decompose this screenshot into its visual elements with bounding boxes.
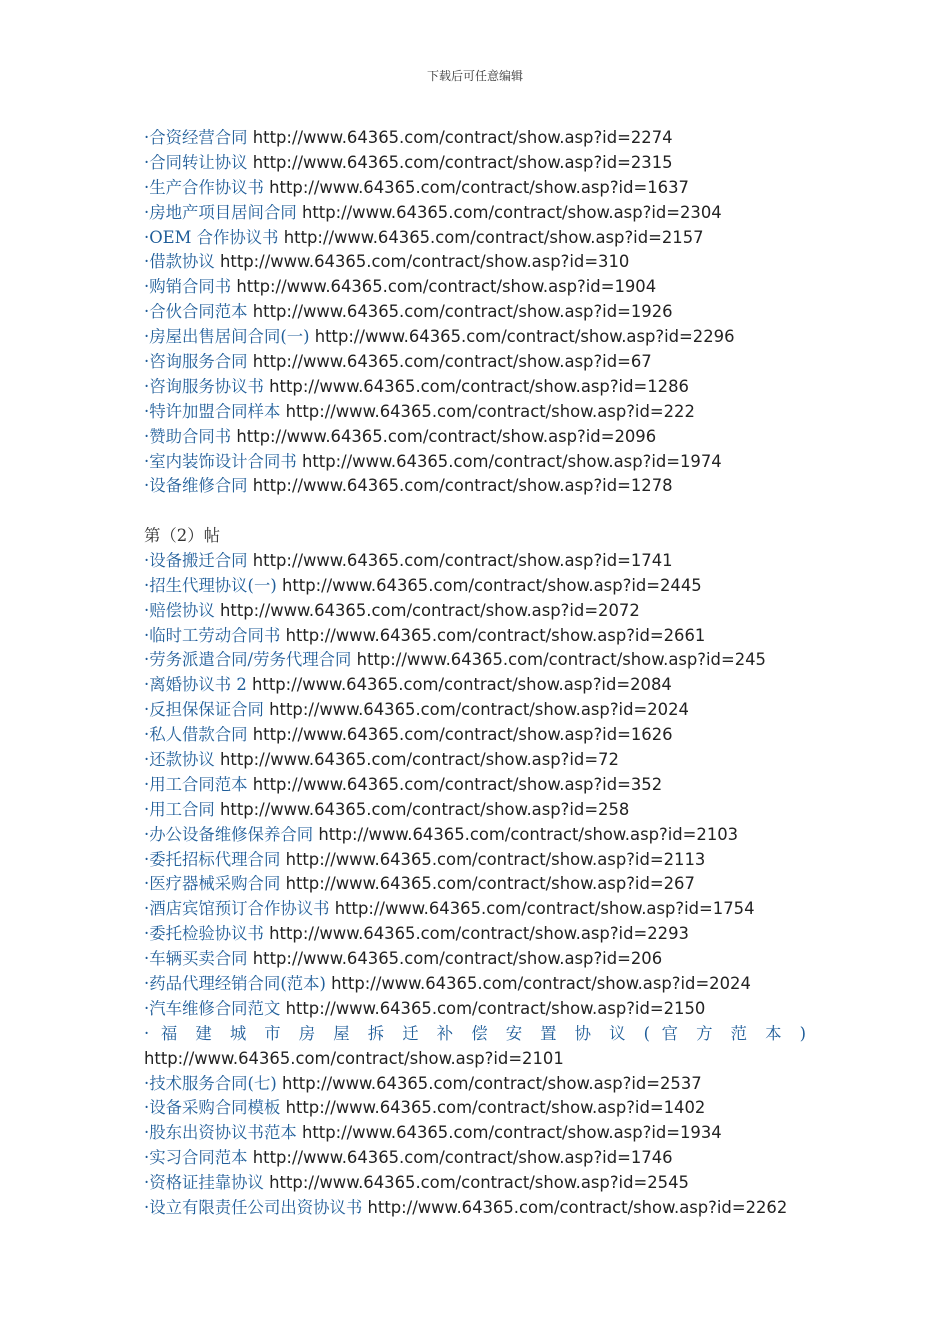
list-item[interactable] [144, 1072, 824, 1097]
list-item[interactable] [144, 375, 824, 400]
list-item[interactable] [144, 201, 824, 226]
contract-url: http://www.64365.com/contract/show.asp?id=2315 [252, 152, 673, 172]
contract-link[interactable]: ·用工合同范本 [144, 774, 248, 794]
contract-link[interactable]: ·车辆买卖合同 [144, 949, 248, 969]
list-item[interactable] [144, 823, 824, 848]
list-item[interactable] [144, 1096, 824, 1121]
contract-url: http://www.64365.com/contract/show.asp?id=2024 [331, 974, 751, 994]
contract-link[interactable]: ·咨询服务协议书 [144, 376, 264, 396]
contract-link[interactable]: ·设立有限责任公司出资协议书 [144, 1198, 363, 1218]
contract-url: http://www.64365.com/contract/show.asp?id=2103 [318, 824, 739, 844]
contract-link[interactable]: ·赞助合同书 [144, 426, 232, 446]
contract-link[interactable]: ·还款协议 [144, 750, 215, 770]
contract-link[interactable]: ·招生代理协议(一) [144, 575, 277, 595]
contract-link[interactable]: ·酒店宾馆预订合作协议书 [144, 899, 330, 919]
contract-url: http://www.64365.com/contract/show.asp?id=2150 [285, 998, 706, 1018]
contract-link[interactable]: ·办公设备维修保养合同 [144, 824, 314, 844]
contract-url: http://www.64365.com/contract/show.asp?id=2101 [144, 1048, 564, 1068]
contract-link[interactable]: ·实习合同范本 [144, 1148, 248, 1168]
list-item[interactable] [144, 226, 824, 251]
contract-url: http://www.64365.com/contract/show.asp?id=2096 [236, 426, 657, 446]
page-header: 下载后可任意编辑 [426, 69, 523, 83]
list-item[interactable] [144, 126, 824, 151]
contract-link[interactable]: ·药品代理经销合同(范本) [144, 974, 326, 994]
contract-link[interactable]: ·技术服务合同(七) [144, 1073, 277, 1093]
contract-url: http://www.64365.com/contract/show.asp?id=2072 [220, 600, 640, 620]
contract-url: http://www.64365.com/contract/show.asp?id=67 [252, 352, 652, 372]
list-item[interactable] [144, 673, 824, 698]
list-item[interactable] [144, 425, 824, 450]
list-item[interactable] [144, 250, 824, 275]
contract-url: http://www.64365.com/contract/show.asp?id=310 [220, 252, 630, 272]
contract-link[interactable]: ·资格证挂靠协议 [144, 1173, 264, 1193]
list-item[interactable] [144, 300, 824, 325]
list-item[interactable] [144, 1196, 824, 1221]
contract-url: http://www.64365.com/contract/show.asp?id=245 [356, 650, 766, 670]
list-item[interactable] [144, 1121, 824, 1146]
contract-link[interactable]: ·临时工劳动合同书 [144, 625, 281, 645]
list-item[interactable] [144, 549, 824, 574]
list-item[interactable] [144, 599, 824, 624]
contract-link[interactable]: ·合伙合同范本 [144, 302, 248, 322]
contract-link[interactable]: ·股东出资协议书范本 [144, 1123, 297, 1143]
list-item [144, 1047, 824, 1072]
contract-url: http://www.64365.com/contract/show.asp?id=2262 [367, 1198, 788, 1218]
contract-url: http://www.64365.com/contract/show.asp?id=2661 [285, 625, 706, 645]
contract-url: http://www.64365.com/contract/show.asp?id=1746 [252, 1148, 673, 1168]
list-item[interactable] [144, 574, 824, 599]
list-item[interactable] [144, 947, 824, 972]
contract-url: http://www.64365.com/contract/show.asp?id=2157 [283, 227, 704, 247]
list-item[interactable] [144, 151, 824, 176]
contract-url: http://www.64365.com/contract/show.asp?id=2293 [269, 924, 689, 944]
contract-link[interactable]: ·汽车维修合同范文 [144, 998, 281, 1018]
contract-link[interactable]: ·室内装饰设计合同书 [144, 451, 297, 471]
contract-link[interactable]: ·借款协议 [144, 252, 215, 272]
contract-url: http://www.64365.com/contract/show.asp?id=2274 [252, 128, 673, 147]
list-item[interactable] [144, 1146, 824, 1171]
list-item[interactable] [144, 848, 824, 873]
list-item[interactable] [144, 648, 824, 673]
contract-url: http://www.64365.com/contract/show.asp?id=72 [220, 750, 619, 770]
contract-link[interactable]: ·医疗器械采购合同 [144, 874, 281, 894]
list-item[interactable] [144, 997, 824, 1022]
contract-url: http://www.64365.com/contract/show.asp?id=1637 [269, 177, 689, 197]
contract-url: http://www.64365.com/contract/show.asp?id=1754 [334, 899, 755, 919]
contract-url: http://www.64365.com/contract/show.asp?id=1278 [252, 476, 673, 496]
list-item[interactable] [144, 798, 824, 823]
contract-url: http://www.64365.com/contract/show.asp?id=1904 [236, 277, 657, 297]
contract-url: http://www.64365.com/contract/show.asp?id=352 [252, 774, 663, 794]
list-item[interactable] [144, 698, 824, 723]
contract-link[interactable]: ·反担保保证合同 [144, 700, 264, 720]
contract-link[interactable]: ·咨询服务合同 [144, 352, 248, 372]
contract-url: http://www.64365.com/contract/show.asp?id=2296 [314, 327, 735, 347]
contract-url: http://www.64365.com/contract/show.asp?id=2545 [269, 1173, 689, 1193]
list-item[interactable] [144, 474, 824, 499]
contract-link[interactable]: ·用工合同 [144, 799, 215, 819]
contract-link[interactable]: ·房地产项目居间合同 [144, 202, 297, 222]
contract-link[interactable]: ·购销合同书 [144, 277, 232, 297]
contract-url: http://www.64365.com/contract/show.asp?id=1626 [252, 725, 673, 745]
list-item[interactable] [144, 872, 824, 897]
contract-list-1 [144, 126, 824, 499]
contract-url: http://www.64365.com/contract/show.asp?id=1974 [301, 451, 722, 471]
contract-link[interactable]: ·劳务派遣合同/劳务代理合同 [144, 650, 352, 670]
contract-url: http://www.64365.com/contract/show.asp?id=2537 [281, 1073, 702, 1093]
list-item[interactable] [144, 325, 824, 350]
list-item[interactable] [144, 897, 824, 922]
contract-link[interactable]: ·特许加盟合同样本 [144, 401, 281, 421]
contract-link[interactable]: ·设备采购合同模板 [144, 1098, 281, 1118]
contract-link[interactable]: ·赔偿协议 [144, 600, 215, 620]
contract-url: http://www.64365.com/contract/show.asp?id=267 [285, 874, 695, 894]
contract-url: http://www.64365.com/contract/show.asp?id=1286 [269, 376, 689, 396]
contract-link[interactable]: ·委托招标代理合同 [144, 849, 281, 869]
section-heading: 第（2）帖 [144, 526, 220, 545]
contract-url: http://www.64365.com/contract/show.asp?id=206 [252, 949, 663, 969]
contract-list-2 [144, 524, 824, 1221]
contract-url: http://www.64365.com/contract/show.asp?id=2445 [281, 575, 702, 595]
contract-url: http://www.64365.com/contract/show.asp?id=222 [285, 401, 695, 421]
list-item[interactable] [144, 1171, 824, 1196]
list-item[interactable] [144, 624, 824, 649]
contract-link[interactable]: ·房屋出售居间合同(一) [144, 327, 310, 347]
contract-link-justified[interactable]: · 福 建 城 市 房 屋 拆 迁 补 偿 安 置 协 议 ( 官 方 范 本 ) [144, 1023, 806, 1043]
list-item[interactable] [144, 773, 824, 798]
list-item[interactable] [144, 176, 824, 201]
contract-link[interactable]: ·私人借款合同 [144, 725, 248, 745]
contract-link[interactable]: ·离婚协议书 2 [144, 675, 247, 695]
contract-url: http://www.64365.com/contract/show.asp?id=2024 [269, 700, 689, 720]
list-item[interactable] [144, 723, 824, 748]
contract-link[interactable]: ·生产合作协议书 [144, 177, 264, 197]
list-item[interactable] [144, 922, 824, 947]
list-item[interactable] [144, 400, 824, 425]
contract-url: http://www.64365.com/contract/show.asp?id=1741 [252, 550, 673, 570]
contract-url: http://www.64365.com/contract/show.asp?id=2113 [285, 849, 706, 869]
contract-url: http://www.64365.com/contract/show.asp?id=1926 [252, 302, 673, 322]
contract-link[interactable]: ·委托检验协议书 [144, 924, 264, 944]
contract-url: http://www.64365.com/contract/show.asp?id=1402 [285, 1098, 706, 1118]
list-item[interactable] [144, 748, 824, 773]
contract-url: http://www.64365.com/contract/show.asp?id=2084 [252, 675, 672, 695]
list-item[interactable] [144, 450, 824, 475]
contract-link[interactable]: ·合资经营合同 [144, 128, 248, 147]
contract-url: http://www.64365.com/contract/show.asp?id=1934 [301, 1123, 722, 1143]
list-item[interactable] [144, 275, 824, 300]
contract-url: http://www.64365.com/contract/show.asp?id=258 [220, 799, 630, 819]
contract-link[interactable]: ·设备维修合同 [144, 476, 248, 496]
list-item[interactable] [144, 972, 824, 997]
contract-link[interactable]: ·设备搬迁合同 [144, 550, 248, 570]
contract-link[interactable]: ·OEM 合作协议书 [144, 227, 279, 247]
list-item[interactable] [144, 350, 824, 375]
contract-link[interactable]: ·合同转让协议 [144, 152, 248, 172]
contract-url: http://www.64365.com/contract/show.asp?id=2304 [301, 202, 722, 222]
